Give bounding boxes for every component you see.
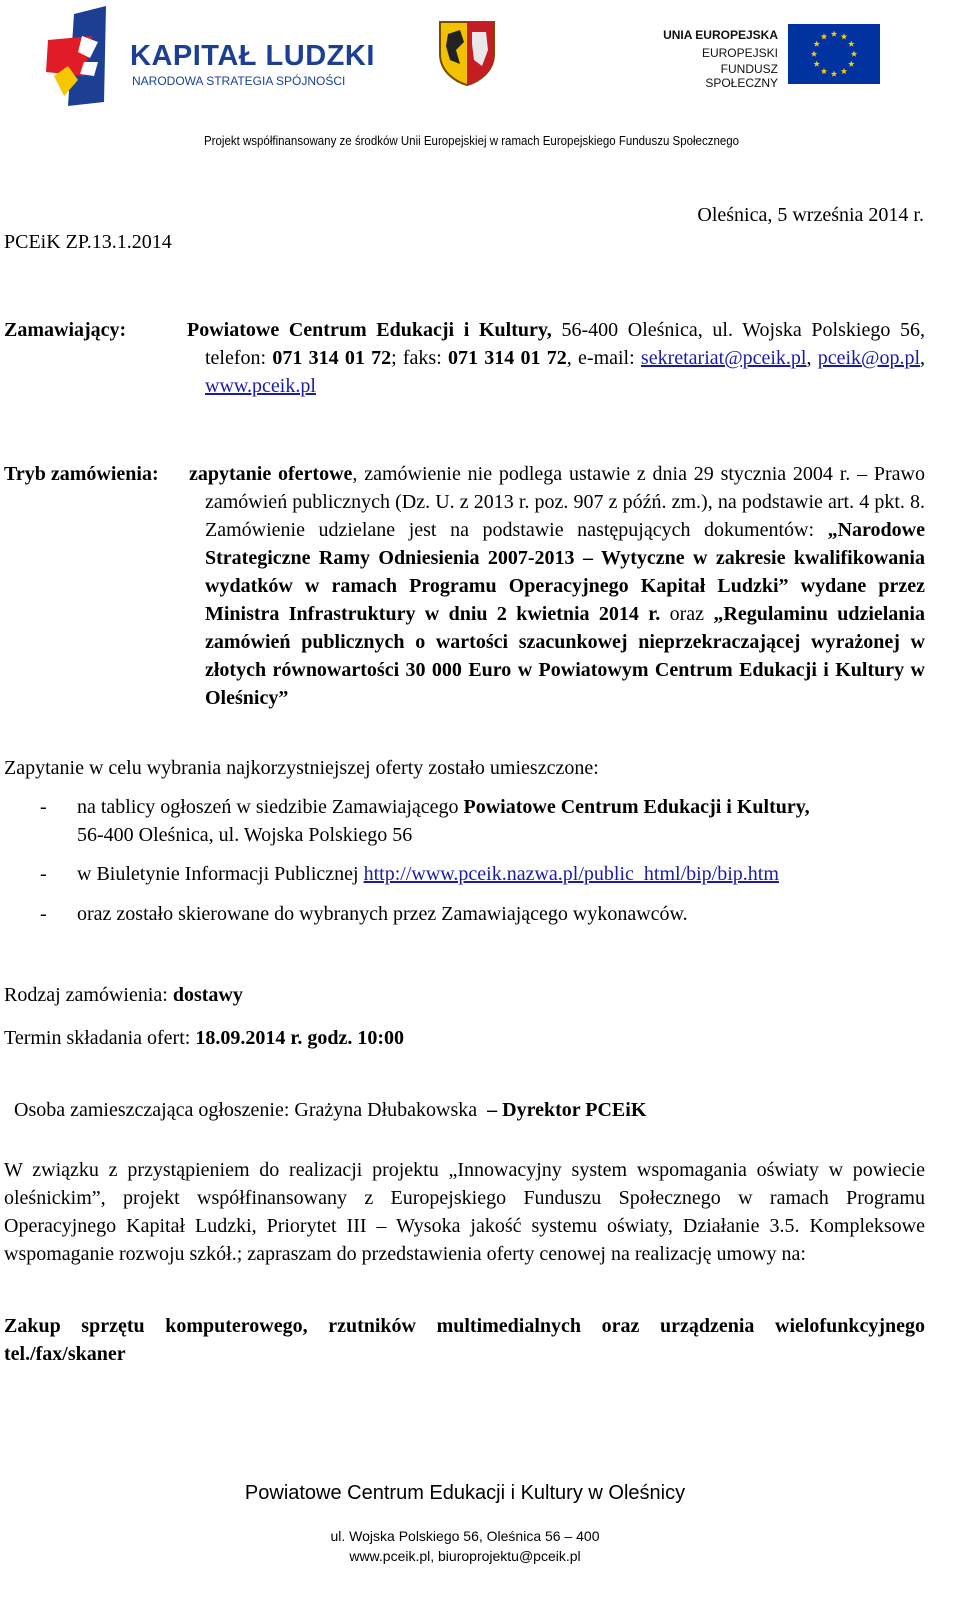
invitation-paragraph: W związku z przystąpieniem do realizacji projektu „Innowacyjny system wspomagania oświaty w powiecie oleśnickim”, projekt współfinansowany z Europejskiego Funduszu Społecznego w ramach Programu Operacyjnego Kapitał Ludzki, Priorytet III – Wysoka jakość systemu oświaty, Działanie 3.5. Kompleksowe wspomaganie rozwoju szkół.; zapraszam do przedstawienia oferty cenowej na realizację umowy na: [4, 1159, 925, 1265]
email-link-secretariat[interactable]: sekretariat@pceik.pl [640, 347, 807, 369]
dash-bullet: - [40, 796, 47, 818]
fax-label: ; faks: [391, 347, 449, 369]
contact-person-role: – Dyrektor PCEiK [482, 1099, 647, 1121]
mode-document-2: „Regulaminu udzielania zamówień publicznych o wartości szacunkowej nieprzekraczającej wyrażonej w złotych równowartości 30 000 Euro w Powiatowym Centrum Edukacji i Kultury w Oleśnicy” [205, 603, 925, 709]
separator: , [806, 347, 818, 369]
email-label: , e-mail: [566, 347, 641, 369]
mode-text-2: oraz [660, 603, 714, 625]
mode-document-1: „Narodowe Strategiczne Ramy Odniesienia 2007-2013 – Wytyczne w zakresie kwalifikowania wydatków w ramach Programu Operacyjnego Kapitał Ludzki” wydane przez Ministra Infrastruktury w dniu 2 kwietnia 2014 r. [205, 519, 925, 625]
orderer-label: Zamawiający: [4, 319, 127, 341]
placement-item-3 [0, 900, 930, 928]
placement-1-text: na tablicy ogłoszeń w siedzibie Zamawiającego [77, 796, 464, 818]
orderer-details [187, 316, 926, 400]
mode-details [189, 460, 925, 712]
order-kind [4, 981, 243, 1009]
placement-3-text: oraz zostało skierowane do wybranych przez Zamawiającego wykonawców. [77, 903, 688, 925]
kapital-ludzki-subtitle: NARODOWA STRATEGIA SPÓJNOŚCI [132, 74, 346, 88]
orderer-address: 56-400 Oleśnica, ul. Wojska Polskiego 56, telefon: [205, 319, 925, 369]
placement-item-1 [0, 793, 930, 849]
orderer-phone: 071 314 01 72 [272, 347, 392, 369]
eu-logo [650, 24, 885, 90]
kapital-ludzki-title: KAPITAŁ LUDZKI [130, 40, 375, 72]
mode-label: Tryb zamówienia: [4, 463, 159, 485]
eu-line-3: FUNDUSZ SPOŁECZNY [705, 62, 778, 90]
coat-of-arms-logo [438, 20, 496, 86]
order-kind-value: dostawy [172, 984, 243, 1006]
mode-text-1: , zamówienie nie podlega ustawie z dnia 29 stycznia 2004 r. – Prawo zamówień publicznych (Dz. U. z 2013 r. poz. 907 z późń. zm.), na podstawie art. 4 pkt. 8. Zamówienie udzielane jest na podstawie następujących dokumentów: [205, 463, 925, 541]
dash-bullet: - [40, 903, 47, 925]
footer-address: ul. Wojska Polskiego 56, Oleśnica 56 – 400 [330, 1528, 600, 1544]
footer-contact: www.pceik.pl, biuroprojektu@pceik.pl [349, 1548, 581, 1564]
placement-2-text: w Biuletynie Informacji Publicznej [77, 863, 364, 885]
deadline [4, 1024, 404, 1052]
eu-line-2: EUROPEJSKI [701, 46, 778, 60]
separator: , [920, 347, 926, 369]
website-link[interactable]: www.pceik.pl [205, 375, 316, 397]
placement-item-2 [0, 860, 930, 888]
contact-person-label: Osoba zamieszczająca ogłoszenie: Grażyna Dłubakowska [14, 1099, 483, 1121]
deadline-value: 18.09.2014 r. godz. 10:00 [195, 1027, 405, 1049]
email-link-pceik[interactable]: pceik@op.pl [817, 347, 921, 369]
mode-type: zapytanie ofertowe [189, 463, 353, 485]
deadline-label: Termin składania ofert: [4, 1027, 196, 1049]
place-date: Oleśnica, 5 września 2014 r. [697, 204, 924, 226]
placement-intro: Zapytanie w celu wybrania najkorzystniejszej oferty zostało umieszczone: [4, 757, 599, 779]
order-kind-label: Rodzaj zamówienia: [4, 984, 173, 1006]
kapital-ludzki-emblem-icon [44, 6, 134, 106]
document-reference: PCEiK ZP.13.1.2014 [4, 231, 172, 253]
kapital-ludzki-logo [44, 6, 375, 106]
placement-1-address: 56-400 Oleśnica, ul. Wojska Polskiego 56 [77, 824, 413, 846]
order-subject: Zakup sprzętu komputerowego, rzutników multimedialnych oraz urządzenia wielofunkcyjnego tel./fax/skaner [4, 1315, 925, 1365]
bip-link[interactable]: http://www.pceik.nazwa.pl/public_html/bip/bip.htm [363, 863, 779, 885]
footer-org: Powiatowe Centrum Edukacji i Kultury w Oleśnicy [244, 1482, 686, 1504]
eu-flag-icon [788, 24, 880, 84]
dash-bullet: - [40, 863, 47, 885]
contact-person [4, 1068, 646, 1124]
eu-line-1: UNIA EUROPEJSKA [663, 28, 778, 42]
cofinance-note: Projekt współfinansowany ze środków Unii Europejskiej w ramach Europejskiego Funduszu Społecznego [204, 134, 740, 148]
placement-1-bold: Powiatowe Centrum Edukacji i Kultury, [463, 796, 810, 818]
orderer-name: Powiatowe Centrum Edukacji i Kultury, [187, 319, 552, 341]
orderer-fax: 071 314 01 72 [448, 347, 567, 369]
coat-of-arms-icon [438, 20, 496, 86]
